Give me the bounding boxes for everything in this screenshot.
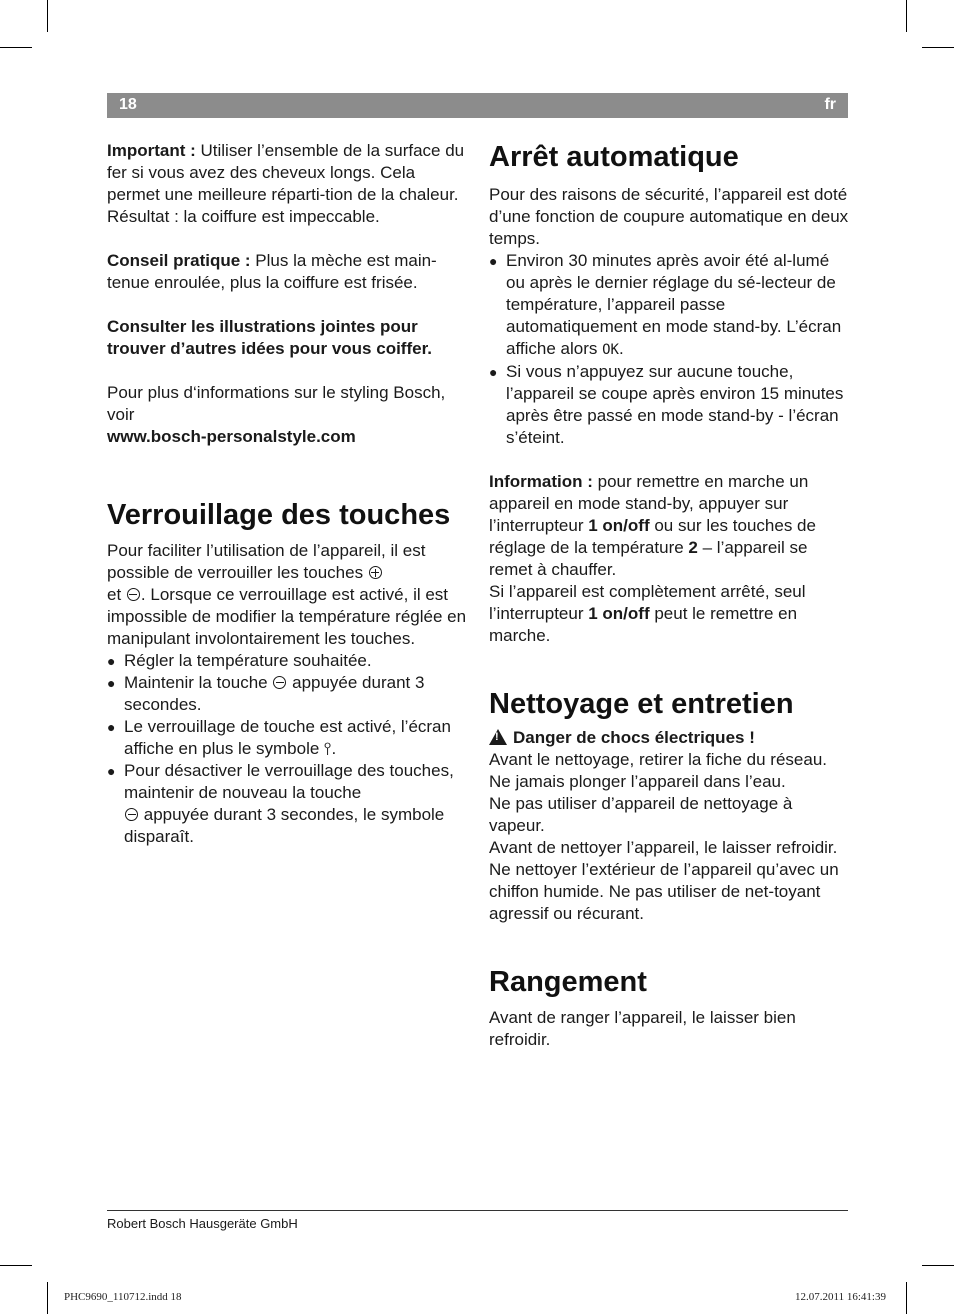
danger-text: Danger de chocs électriques !: [513, 728, 755, 747]
info-paragraph: Pour plus d‘informations sur le styling Bosch, voir: [107, 383, 446, 424]
list-item-text-part: Environ 30 minutes après avoir été al-lumé ou après le dernier réglage du sé-lecteur de température, l’appareil passe automatiquement en mode stand-by. L’écran affiche alors: [506, 251, 842, 358]
lock-intro-text: . Lorsque ce verrouillage est activé, il est impossible de modifier la température réglée en manipulant involontairement les touches.: [107, 585, 467, 648]
page-number: 18: [119, 96, 137, 113]
list-item-text: [506, 250, 849, 361]
minus-circle-icon: [127, 588, 140, 601]
crop-mark: [47, 0, 48, 32]
language-code: fr: [824, 96, 836, 113]
list-item-text: [124, 760, 467, 848]
warning-triangle-icon: [489, 729, 507, 745]
key-lock-icon: ⫯: [324, 739, 332, 758]
information-text: Si l’appareil est complètement arrêté, seul l’interrupteur: [489, 582, 806, 623]
slug-file: PHC9690_110712.indd 18: [64, 1291, 182, 1303]
list-item: [489, 250, 849, 361]
conseil-paragraph: [107, 250, 467, 294]
bullet-icon: ●: [107, 653, 116, 669]
rangement-text: Avant de ranger l’appareil, le laisser bien refroidir.: [489, 1008, 796, 1049]
list-item: [489, 361, 849, 449]
list-item-text: [124, 672, 467, 716]
plus-circle-icon: [369, 566, 382, 579]
bullet-icon: ●: [489, 253, 498, 269]
conseil-label: Conseil pratique :: [107, 251, 251, 270]
important-text: Utiliser l’ensemble de la surface du fer si vous avez des cheveux longs. Cela permet une meilleure réparti-tion de la chaleur. Résultat : la coiffure est impeccable.: [107, 141, 465, 226]
lcd-ok-text: OK: [602, 342, 619, 358]
cleaning-instruction: Avant de nettoyer l’appareil, le laisser refroidir.: [489, 838, 838, 857]
list-item-text-part: appuyée durant 3 secondes, le symbole disparaît.: [124, 805, 445, 846]
information-text: pour remettre en marche un appareil en mode stand-by, appuyer sur l’interrupteur: [489, 472, 809, 535]
crop-mark: [0, 1265, 32, 1266]
cleaning-instruction: Ne nettoyer l’extérieur de l’appareil qu’avec un chiffon humide. Ne pas utiliser de net-toyant agressif ou récurant.: [489, 860, 839, 923]
onoff-label: 1 on/off: [588, 516, 650, 535]
onoff-label: 1 on/off: [588, 604, 650, 623]
website-link[interactable]: www.bosch-personalstyle.com: [107, 427, 356, 446]
lock-intro: [107, 540, 467, 650]
illustrations-note: Consulter les illustrations jointes pour trouver d’autres idées pour vous coiffer.: [107, 317, 432, 358]
crop-mark: [906, 1282, 907, 1314]
nettoyage-heading: Nettoyage et entretien: [489, 688, 794, 720]
crop-mark: [906, 0, 907, 32]
information-paragraph: [489, 471, 849, 581]
information-label: Information :: [489, 472, 593, 491]
crop-mark: [922, 47, 954, 48]
important-label: Important :: [107, 141, 196, 160]
list-item: [107, 672, 467, 716]
slug-date: 12.07.2011 16:41:39: [795, 1291, 886, 1303]
bullet-icon: ●: [107, 719, 116, 735]
bullet-icon: ●: [489, 364, 498, 380]
list-item-text-part: appuyée durant 3 secondes.: [124, 673, 425, 714]
minus-circle-icon: [125, 808, 138, 821]
list-item-text-part: Le verrouillage de touche est activé, l’écran affiche en plus le symbole: [124, 717, 451, 758]
information-text: ou sur les touches de réglage de la température: [489, 516, 816, 557]
information-text: – l’appareil se remet à chauffer.: [489, 538, 808, 579]
list-item-text-part: Pour désactiver le verrouillage des touches, maintenir de nouveau la touche: [124, 761, 454, 802]
footer-company: Robert Bosch Hausgeräte GmbH: [107, 1216, 298, 1231]
list-item: [107, 716, 467, 760]
page-header-bar: [107, 93, 848, 118]
rangement-heading: Rangement: [489, 966, 647, 998]
list-item-text-part: .: [618, 339, 624, 358]
footer-rule: [107, 1210, 848, 1211]
crop-mark: [47, 1282, 48, 1314]
list-item-text: [124, 716, 467, 760]
danger-warning: [489, 727, 849, 749]
bullet-icon: ●: [107, 763, 116, 779]
list-item-text: Régler la température souhaitée.: [124, 651, 372, 670]
bullet-icon: ●: [107, 675, 116, 691]
list-item: [107, 760, 467, 848]
cleaning-instruction: Ne jamais plonger l’appareil dans l’eau.: [489, 772, 786, 791]
information-text: peut le remettre en marche.: [489, 604, 798, 645]
minus-circle-icon: [273, 676, 286, 689]
crop-mark: [922, 1265, 954, 1266]
cleaning-instruction: Ne pas utiliser d’appareil de nettoyage à vapeur.: [489, 794, 793, 835]
list-item-text: Si vous n’appuyez sur aucune touche, l’appareil se coupe après environ 15 minutes après être passé en mode stand-by - l’écran s’éteint.: [506, 362, 844, 447]
lock-intro-text: Pour faciliter l’utilisation de l’appareil, il est possible de verrouiller les touches: [107, 541, 426, 582]
lock-heading: Verrouillage des touches: [107, 499, 451, 531]
right-column: [489, 140, 849, 1051]
important-paragraph: [107, 140, 467, 228]
left-column: [107, 140, 467, 848]
list-item-text-part: Maintenir la touche: [124, 673, 268, 692]
arret-heading: Arrêt automatique: [489, 141, 739, 173]
cleaning-instruction: Avant le nettoyage, retirer la fiche du réseau.: [489, 750, 827, 769]
temp-key-label: 2: [688, 538, 698, 557]
information-paragraph-2: [489, 581, 849, 647]
crop-mark: [0, 47, 32, 48]
lock-intro-text: et: [107, 585, 122, 604]
conseil-text: Plus la mèche est main-tenue enroulée, plus la coiffure est frisée.: [107, 251, 437, 292]
list-item: [107, 650, 467, 672]
arret-intro: Pour des raisons de sécurité, l’appareil est doté d’une fonction de coupure automatique en deux temps.: [489, 185, 849, 248]
list-item-text-part: .: [331, 739, 337, 758]
